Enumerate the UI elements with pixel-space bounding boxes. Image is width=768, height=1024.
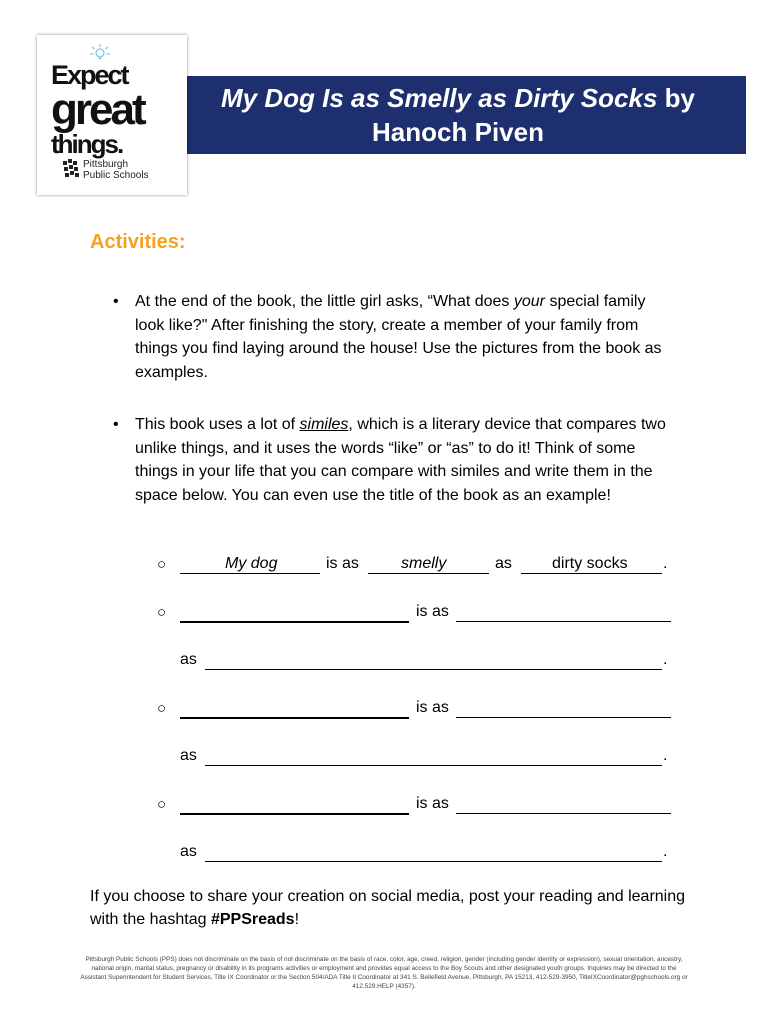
pps-org-line2: Public Schools xyxy=(83,170,149,181)
as-label-3: as xyxy=(180,843,197,860)
is-as-label-1: is as xyxy=(416,603,449,620)
sub-bullet-marker: ○ xyxy=(157,700,167,717)
book-title: My Dog Is as Smelly as Dirty Socks xyxy=(221,83,658,113)
example-as: as xyxy=(495,555,512,572)
activity-1-before: At the end of the book, the little girl asks, “What does xyxy=(135,293,514,310)
period-3: . xyxy=(663,843,668,860)
example-word-2: smelly xyxy=(401,555,447,572)
document-title xyxy=(170,81,746,149)
quality-input-1[interactable] xyxy=(456,603,671,622)
activity-1-emph: your xyxy=(513,293,545,310)
pps-org-name xyxy=(83,159,149,181)
comparison-input-2[interactable] xyxy=(205,747,662,766)
sub-bullet-marker: ○ xyxy=(157,604,167,621)
bullet-marker: • xyxy=(113,293,119,310)
as-label-1: as xyxy=(180,651,197,668)
social-share-text xyxy=(90,885,690,931)
closing-before: If you choose to share your creation on social media, post your reading and learning with the hashtag xyxy=(90,888,686,928)
period-2: . xyxy=(663,747,668,764)
as-label-2: as xyxy=(180,747,197,764)
logo-expect: Expect xyxy=(51,60,128,90)
activity-2-before: This book uses a lot of xyxy=(135,416,300,433)
subject-input-2[interactable] xyxy=(180,699,409,719)
activities-heading: Activities: xyxy=(90,231,186,253)
period-1: . xyxy=(663,651,668,668)
quality-input-3[interactable] xyxy=(456,795,671,814)
logo-great: great xyxy=(51,85,144,134)
pps-logo xyxy=(37,35,187,195)
comparison-input-3[interactable] xyxy=(205,843,662,862)
comparison-input-1[interactable] xyxy=(205,651,662,670)
subject-input-1[interactable] xyxy=(180,603,409,623)
example-word-1: My dog xyxy=(225,555,278,572)
is-as-label-3: is as xyxy=(416,795,449,812)
bullet-marker: • xyxy=(113,416,119,433)
is-as-label-2: is as xyxy=(416,699,449,716)
quality-input-2[interactable] xyxy=(456,699,671,718)
logo-things: things. xyxy=(51,129,123,159)
activity-2-emph: similes xyxy=(299,416,349,433)
activity-2-text xyxy=(135,413,675,507)
activity-1-after: special family look like?" After finishing the story, create a member of your family from things you find laying around the house! Use the pictures from the book as examples. xyxy=(135,293,662,381)
example-period: . xyxy=(663,555,668,572)
subject-input-3[interactable] xyxy=(180,795,409,815)
hashtag: #PPSreads xyxy=(210,911,295,928)
sub-bullet-marker: ○ xyxy=(157,556,167,573)
sub-bullet-marker: ○ xyxy=(157,796,167,813)
pps-org-line1: Pittsburgh xyxy=(83,159,129,170)
example-is-as: is as xyxy=(326,555,359,572)
closing-after: ! xyxy=(294,911,300,928)
activity-1-text xyxy=(135,290,675,384)
example-word-3: dirty socks xyxy=(552,555,628,572)
nondiscrimination-footer: Pittsburgh Public Schools (PPS) does not discriminate on the basis of not discriminate on the basis of race, color, age, creed, religion, gender (including gender identity or expression), sexual orientation, ancestry, national origin, marital status, pregnancy or disability in its programs activities or employment and provides equal access to the Boy Scouts and other designated youth groups. Inquiries may be directed to the Assistant Superintendent for Student Services, Title IX Coordinator or the Section 504/ADA Title II Coordinator at 341 S. Bellefield Avenue, Pittsburgh, PA 15213, 412-529-3950, TitleIXCoordinator@pghschools.org or 412.529.HELP (4357). xyxy=(80,956,688,990)
pps-grid-icon xyxy=(63,159,81,179)
activity-2-after: , which is a literary device that compares two unlike things, and it uses the words “like” or “as” to do it! Think of some things in your life that you can compare with similes and write them in the space below. You can even use the title of the book as an example! xyxy=(135,416,666,504)
book-author: by Hanoch Piven xyxy=(372,83,695,147)
